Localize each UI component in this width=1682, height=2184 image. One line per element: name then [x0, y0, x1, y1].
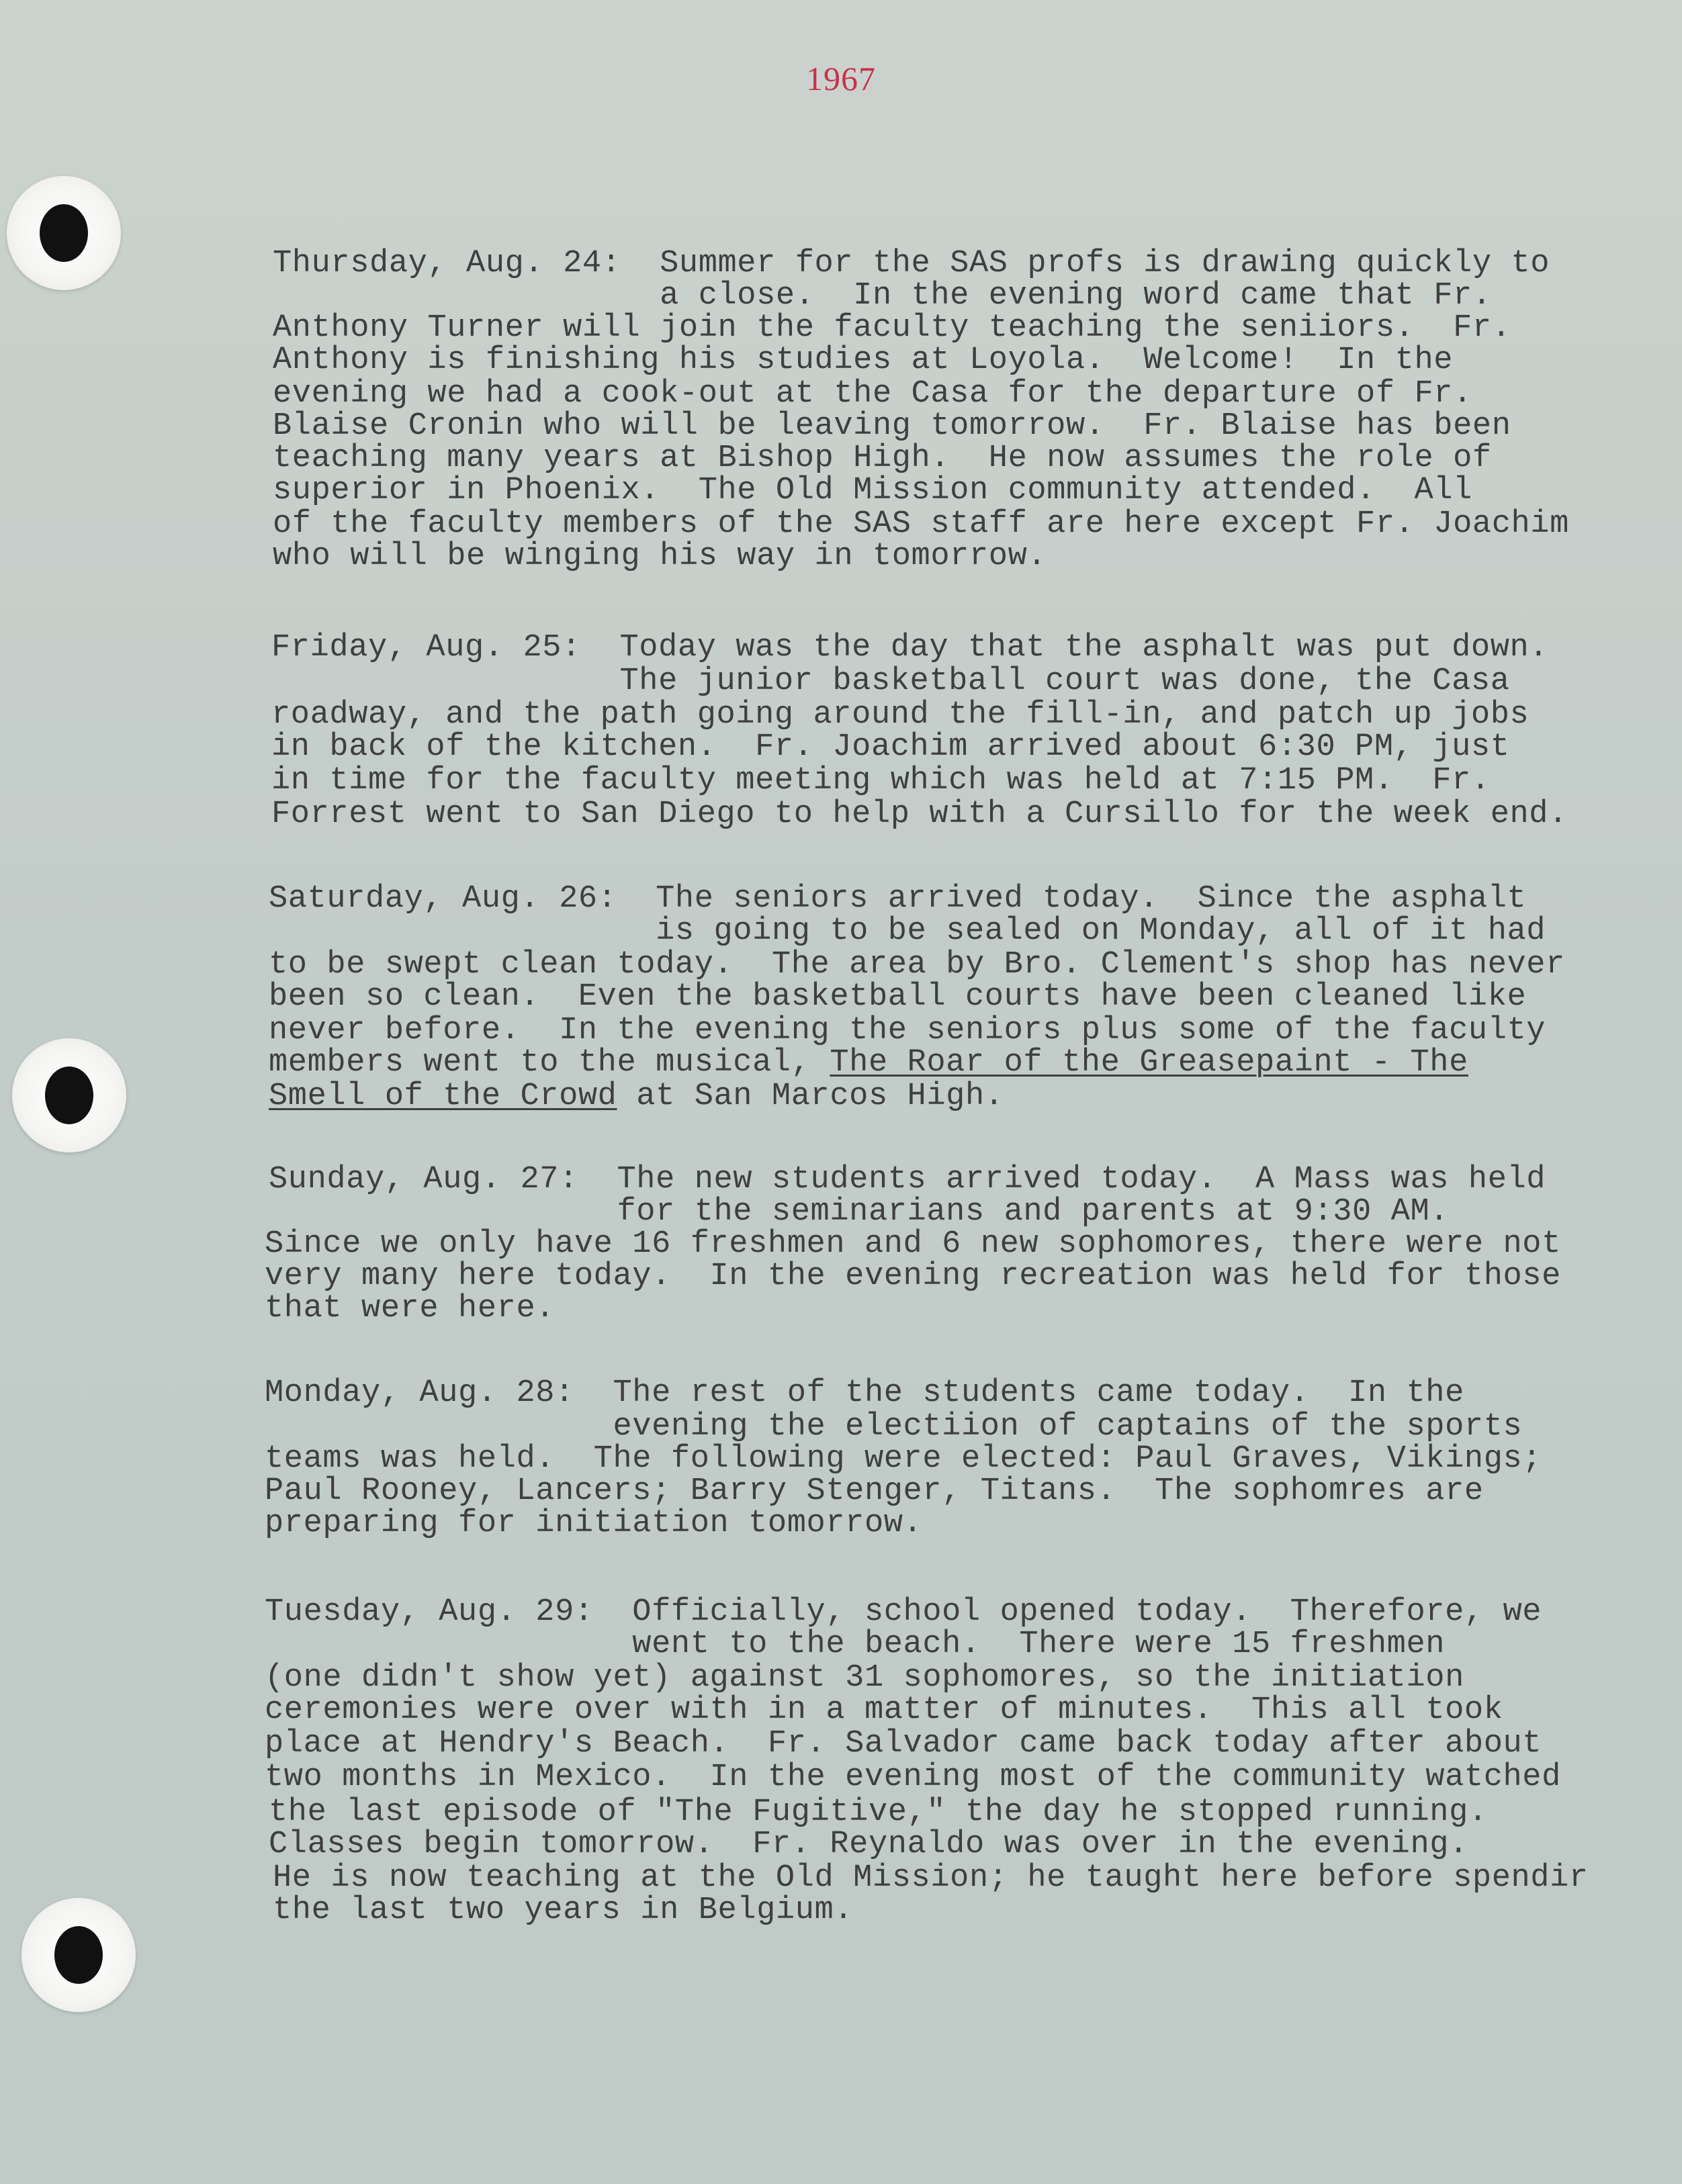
entry-line: in time for the faculty meeting which was held at 7:15 PM. Fr.	[271, 763, 1491, 799]
entry-line: superior in Phoenix. The Old Mission community attended. All	[273, 473, 1472, 508]
entry-line	[269, 1080, 1004, 1113]
entry-line: Anthony Turner will join the faculty teaching the seniiors. Fr.	[273, 310, 1511, 346]
entry-line: Thursday, Aug. 24: Summer for the SAS profs is drawing quickly to	[273, 246, 1550, 281]
entry-line: evening the electiion of captains of the sports	[265, 1409, 1523, 1445]
entry-line: Tuesday, Aug. 29: Officially, school opened today. Therefore, we	[265, 1594, 1542, 1630]
entry-line: Sunday, Aug. 27: The new students arrived today. A Mass was held	[269, 1162, 1546, 1197]
entry-line: never before. In the evening the seniors plus some of the faculty	[269, 1013, 1546, 1048]
entry-line: The junior basketball court was done, the Casa	[271, 664, 1510, 699]
entry-line: of the faculty members of the SAS staff are here except Fr. Joachim	[273, 506, 1569, 542]
entry-line: to be swept clean today. The area by Bro. Clement's shop has never	[269, 947, 1565, 983]
entry-line: that were here.	[265, 1291, 556, 1326]
entry-line	[269, 1046, 1468, 1080]
musical-title: The Roar of the Greasepaint - The	[830, 1045, 1468, 1081]
entry-line: in back of the kitchen. Fr. Joachim arrived about 6:30 PM, just	[271, 729, 1510, 765]
page-year: 1967	[806, 60, 876, 97]
musical-title-continued: Smell of the Crowd	[269, 1079, 617, 1114]
entry-line: for the seminarians and parents at 9:30 AM.	[269, 1194, 1450, 1230]
binder-hole-top	[7, 176, 121, 290]
entry-line: teaching many years at Bishop High. He now assumes the role of	[273, 441, 1492, 476]
entry-line: the last episode of "The Fugitive," the day he stopped running.	[269, 1794, 1488, 1830]
entry-line: Anthony is finishing his studies at Loyola. Welcome! In the	[273, 343, 1454, 378]
entry-line: Monday, Aug. 28: The rest of the students came today. In the	[265, 1375, 1464, 1411]
entry-line: ceremonies were over with in a matter of minutes. This all took	[265, 1692, 1503, 1728]
entry-line: place at Hendry's Beach. Fr. Salvador came back today after about	[265, 1726, 1542, 1762]
entry-line: very many here today. In the evening recreation was held for those	[265, 1259, 1561, 1294]
entry-line: Friday, Aug. 25: Today was the day that the asphalt was put down.	[271, 630, 1549, 666]
entry-line: Saturday, Aug. 26: The seniors arrived today. Since the asphalt	[269, 881, 1527, 917]
binder-hole-middle	[12, 1038, 126, 1152]
entry-line: two months in Mexico. In the evening most of the community watched	[265, 1760, 1561, 1795]
entry-line: who will be winging his way in tomorrow.	[273, 539, 1047, 574]
entry-line: preparing for initiation tomorrow.	[265, 1506, 923, 1541]
entry-line: Forrest went to San Diego to help with a Cursillo for the week end.	[271, 797, 1568, 832]
entry-line: went to the beach. There were 15 freshmen	[265, 1627, 1446, 1662]
entry-line: is going to be sealed on Monday, all of it had	[269, 913, 1546, 949]
entry-line: He is now teaching at the Old Mission; he taught here before spendir	[273, 1860, 1589, 1896]
entry-text: members went to the musical,	[269, 1045, 830, 1081]
entry-line: the last two years in Belgium.	[273, 1893, 854, 1928]
entry-line: roadway, and the path going around the fill-in, and patch up jobs	[271, 697, 1530, 733]
entry-line: Paul Rooney, Lancers; Barry Stenger, Titans. The sophomres are	[265, 1473, 1484, 1509]
entry-line: evening we had a cook-out at the Casa for the departure of Fr.	[273, 376, 1472, 412]
entry-line: Since we only have 16 freshmen and 6 new sophomores, there were not	[265, 1226, 1561, 1262]
entry-line: teams was held. The following were elected: Paul Graves, Vikings;	[265, 1441, 1542, 1477]
entry-line: been so clean. Even the basketball courts have been cleaned like	[269, 979, 1527, 1015]
entry-line: (one didn't show yet) against 31 sophomores, so the initiation	[265, 1660, 1464, 1696]
binder-hole-bottom	[21, 1898, 136, 2012]
entry-line: a close. In the evening word came that Fr.	[273, 278, 1492, 314]
entry-line: Blaise Cronin who will be leaving tomorrow. Fr. Blaise has been	[273, 408, 1511, 444]
entry-line: Classes begin tomorrow. Fr. Reynaldo was over in the evening.	[269, 1827, 1468, 1862]
entry-text: at San Marcos High.	[617, 1079, 1004, 1114]
